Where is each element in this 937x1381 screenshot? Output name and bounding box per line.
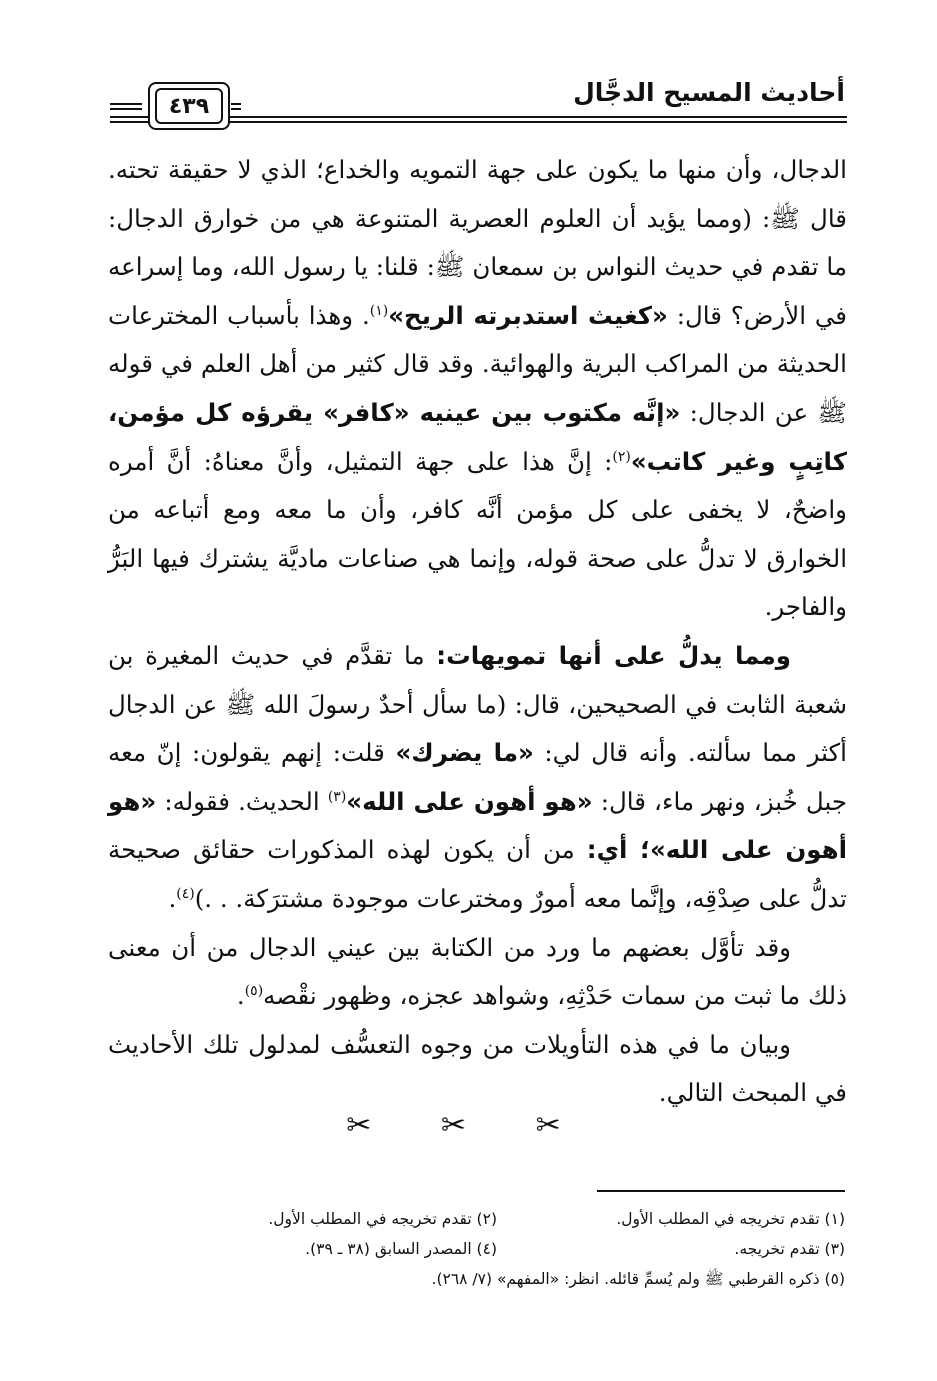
header-rule: [110, 103, 142, 105]
text-run: وبيان ما في هذه التأويلات من وجوه التعسُّف لمدلول تلك الأحاديث في المبحث التالي.: [108, 1029, 847, 1108]
footnote-ref: (٥): [244, 982, 264, 999]
main-text: [108, 146, 847, 1118]
hadith-quote: «ما يضرك»: [395, 738, 534, 768]
footnote-divider: [597, 1190, 845, 1192]
section-ornament: ✂ ✂ ✂: [346, 1108, 591, 1143]
header-rule: [231, 108, 241, 110]
footnote: (٣) تقدم تخريجه.: [734, 1240, 845, 1258]
footnotes: [120, 1204, 845, 1294]
footnote: (٥) ذكره القرطبي ﷺ ولم يُسمِّ قائله. انظر: «المفهم» (٧/ ٢٦٨).: [431, 1270, 845, 1288]
page-number: ٤٣٩: [155, 88, 223, 124]
text-run: ما تقدَّم في حديث المغيرة بن شعبة الثابت في الصحيحين، قال: (ما سأل أحدٌ رسولَ الله ﷺ عن الدجال أكثر مما سألته. وأنه قال لي:: [108, 640, 847, 768]
footnote-ref: (٤): [176, 885, 195, 902]
footnote: (٤) المصدر السابق (٣٨ ـ ٣٩).: [305, 1240, 497, 1258]
footnote-ref: (٢): [612, 448, 631, 465]
text-run: وقد تأوَّل بعضهم ما ورد من الكتابة بين عيني الدجال من أن معنى ذلك ما ثبت من سمات حَدْثِهِ، وشواهد عجزه، وظهور نقْصه: [108, 932, 847, 1011]
text-run: .: [168, 883, 177, 913]
hadith-quote: «إنَّه مكتوب بين عينيه «كافر» يقرؤه كل مؤمن، كاتِبٍ وغير كاتب»: [108, 397, 848, 476]
text-run: قلت: إنهم يقولون: إنّ معه جبل خُبز، ونهر ماء، قال:: [108, 738, 847, 816]
footnote-ref: (٣): [327, 788, 347, 805]
footnote-ref: (١): [369, 302, 389, 319]
page-number-frame: [148, 82, 230, 130]
hadith-quote: «هو أهون على الله»: [346, 786, 593, 816]
hadith-quote: «كغيث استدبرته الريح»: [388, 300, 668, 330]
text-run: الدجال، وأن منها ما يكون على جهة التمويه والخداع؛ الذي لا حقيقة تحته. قال ﷺ: (ومما يؤيد أن العلوم العصرية المتنوعة هي من خوارق الدجال: ما تقدم في حديث النواس بن سمعان ﷺ: قلنا: يا رسول الله، وما إسراعه في الأرض؟ قال:: [108, 155, 847, 330]
header-rule: [110, 108, 142, 110]
text-run: من أن يكون لهذه المذكورات حقائق صحيحة تدلُّ على صِدْقِه، وإنَّما معه أمورٌ ومخترعات موجودة مشترَكة. . .): [108, 835, 847, 913]
text-run: الحديث. فقوله:: [156, 786, 328, 816]
header-rule: [231, 103, 241, 105]
paragraph: [108, 924, 847, 1021]
hadith-quote: «هو أهون على الله»؛ أي:: [108, 786, 847, 865]
text-run: . وهذا بأسباب المخترعات الحديثة من المراكب البرية والهوائية. وقد قال كثير من أهل العلم في قوله ﷺ عن الدجال:: [108, 300, 847, 427]
paragraph: [108, 1021, 847, 1118]
text-run: : إنَّ هذا على جهة التمثيل، وأنَّ معناهُ: أنَّ أمره واضحٌ، لا يخفى على كل مؤمن أنَّه كافر، وأن ما معه ومع أتباعه من الخوارق لا تدلُّ على صحة قوله، وإنما هي صناعات ماديَّة يشترك فيها البَرُّ والفاجر.: [108, 446, 847, 622]
paragraph: [108, 632, 847, 924]
paragraph: [108, 146, 847, 632]
text-run: .: [236, 981, 245, 1011]
footnote: (١) تقدم تخريجه في المطلب الأول.: [616, 1210, 845, 1228]
footnote: (٢) تقدم تخريجه في المطلب الأول.: [268, 1210, 497, 1228]
running-title: أحاديث المسيح الدجَّال: [573, 78, 845, 107]
section-lead: ومما يدلُّ على أنها تمويهات:: [436, 640, 791, 670]
